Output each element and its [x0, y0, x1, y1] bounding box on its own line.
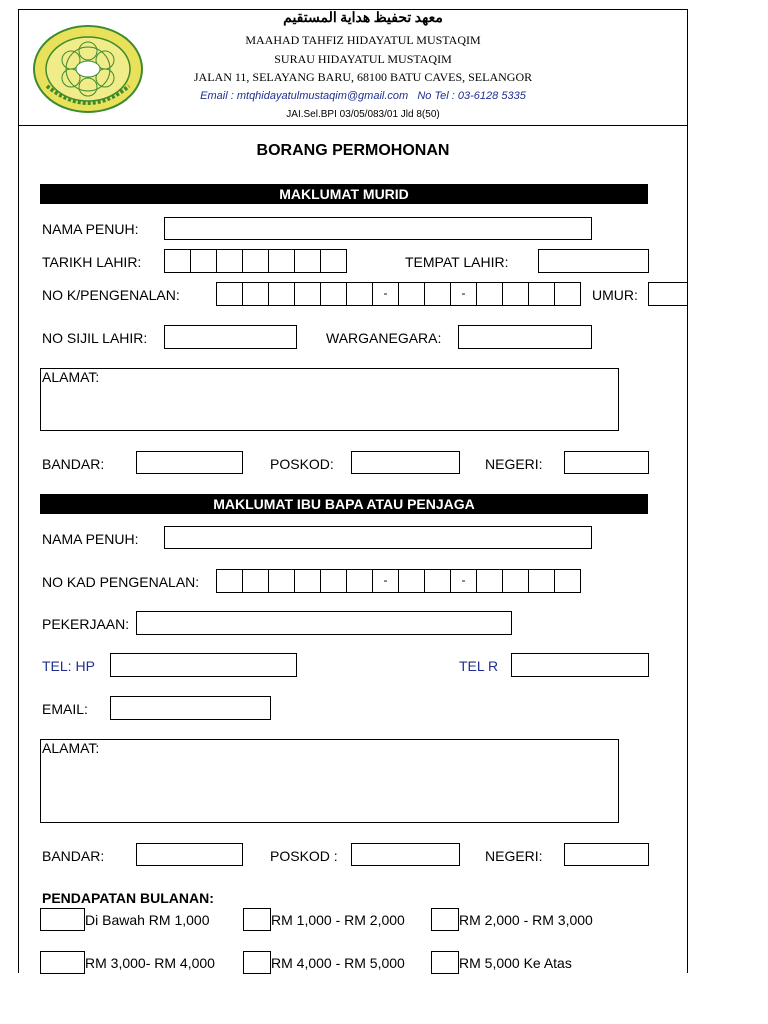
- income-option-label: RM 3,000- RM 4,000: [85, 955, 215, 971]
- ic-separator: -: [450, 282, 477, 306]
- ic-separator: -: [372, 282, 399, 306]
- ic-cell[interactable]: [476, 569, 503, 593]
- guardian-postcode-field[interactable]: [351, 843, 460, 866]
- ic-cell[interactable]: [502, 282, 529, 306]
- student-postcode-field[interactable]: [351, 451, 460, 474]
- dob-cell[interactable]: [320, 249, 347, 273]
- dob-cell[interactable]: [294, 249, 321, 273]
- ic-cell[interactable]: [294, 569, 321, 593]
- surau-name: SURAU HIDAYATUL MUSTAQIM: [274, 52, 452, 66]
- guardian-postcode-label: POSKOD :: [270, 848, 338, 864]
- student-ic-field[interactable]: [216, 282, 581, 306]
- ic-cell[interactable]: [320, 569, 347, 593]
- student-postcode-label: POSKOD:: [270, 456, 334, 472]
- ic-cell[interactable]: [320, 282, 347, 306]
- registration-number: JAI.Sel.BPI 03/05/083/01 Jld 8(50): [286, 109, 440, 120]
- guardian-full-name-field[interactable]: [164, 526, 592, 549]
- guardian-tel-hp-field[interactable]: [110, 653, 297, 677]
- ic-separator: -: [450, 569, 477, 593]
- ic-cell[interactable]: [398, 282, 425, 306]
- ic-cell[interactable]: [268, 569, 295, 593]
- guardian-state-field[interactable]: [564, 843, 649, 866]
- student-birthplace-field[interactable]: [538, 249, 649, 273]
- student-ic-label: NO K/PENGENALAN:: [42, 287, 180, 303]
- guardian-city-field[interactable]: [136, 843, 243, 866]
- school-logo: [33, 24, 143, 114]
- guardian-ic-field[interactable]: [216, 569, 581, 593]
- guardian-tel-r-label: TEL R: [459, 658, 499, 674]
- guardian-tel-r-field[interactable]: [511, 653, 649, 677]
- ic-cell[interactable]: [528, 282, 555, 306]
- student-birth-cert-field[interactable]: [164, 325, 297, 349]
- student-citizenship-field[interactable]: [458, 325, 592, 349]
- ic-cell[interactable]: [346, 569, 373, 593]
- guardian-address-label: ALAMAT:: [42, 740, 100, 756]
- ic-cell[interactable]: [346, 282, 373, 306]
- dob-cell[interactable]: [190, 249, 217, 273]
- ic-cell[interactable]: [424, 282, 451, 306]
- ic-cell[interactable]: [424, 569, 451, 593]
- income-option-label: RM 2,000 - RM 3,000: [459, 912, 593, 928]
- ic-cell[interactable]: [216, 282, 243, 306]
- ic-cell[interactable]: [554, 569, 581, 593]
- dob-cell[interactable]: [216, 249, 243, 273]
- school-contact: Email : mtqhidayatulmustaqim@gmail.com No Tel : 03-6128 5335: [200, 90, 526, 102]
- ic-separator: -: [372, 569, 399, 593]
- ic-cell[interactable]: [502, 569, 529, 593]
- student-age-label: UMUR:: [592, 287, 638, 303]
- student-birth-cert-label: NO SIJIL LAHIR:: [42, 330, 148, 346]
- guardian-email-label: EMAIL:: [42, 701, 88, 717]
- ic-cell[interactable]: [268, 282, 295, 306]
- income-checkbox-2000-3000[interactable]: [431, 908, 459, 931]
- student-address-field[interactable]: [40, 368, 619, 431]
- dob-cell[interactable]: [268, 249, 295, 273]
- arabic-school-name: معهد تحفيظ هداية المستقيم: [283, 11, 443, 26]
- ic-cell[interactable]: [242, 282, 269, 306]
- form-title: BORANG PERMOHONAN: [256, 142, 450, 159]
- student-city-label: BANDAR:: [42, 456, 105, 472]
- guardian-occupation-field[interactable]: [136, 611, 512, 635]
- guardian-city-label: BANDAR:: [42, 848, 105, 864]
- dob-cell[interactable]: [242, 249, 269, 273]
- income-option-label: RM 4,000 - RM 5,000: [271, 955, 405, 971]
- student-city-field[interactable]: [136, 451, 243, 474]
- ic-cell[interactable]: [216, 569, 243, 593]
- student-state-label: NEGERI:: [485, 456, 543, 472]
- student-state-field[interactable]: [564, 451, 649, 474]
- guardian-occupation-label: PEKERJAAN:: [42, 616, 130, 632]
- ic-cell[interactable]: [476, 282, 503, 306]
- dob-cell[interactable]: [164, 249, 191, 273]
- ic-cell[interactable]: [294, 282, 321, 306]
- ic-cell[interactable]: [398, 569, 425, 593]
- ic-cell[interactable]: [554, 282, 581, 306]
- section-header-guardian: MAKLUMAT IBU BAPA ATAU PENJAGA: [40, 494, 648, 514]
- student-age-field[interactable]: [648, 282, 688, 306]
- student-birthplace-label: TEMPAT LAHIR:: [405, 254, 509, 270]
- ic-cell[interactable]: [528, 569, 555, 593]
- income-checkbox-above-5000[interactable]: [431, 951, 459, 974]
- student-address-label: ALAMAT:: [42, 369, 100, 385]
- student-dob-label: TARIKH LAHIR:: [42, 254, 142, 270]
- guardian-email-field[interactable]: [110, 696, 271, 720]
- guardian-tel-hp-label: TEL: HP: [42, 658, 95, 674]
- income-option-label: Di Bawah RM 1,000: [85, 912, 210, 928]
- ic-cell[interactable]: [242, 569, 269, 593]
- student-full-name-label: NAMA PENUH:: [42, 221, 139, 237]
- guardian-state-label: NEGERI:: [485, 848, 543, 864]
- income-checkbox-1000-2000[interactable]: [243, 908, 271, 931]
- student-citizenship-label: WARGANEGARA:: [326, 330, 442, 346]
- guardian-ic-label: NO KAD PENGENALAN:: [42, 574, 200, 590]
- section-header-student: MAKLUMAT MURID: [40, 184, 648, 204]
- income-checkbox-below-1000[interactable]: [40, 908, 85, 931]
- income-checkbox-3000-4000[interactable]: [40, 951, 85, 974]
- income-option-label: RM 5,000 Ke Atas: [459, 955, 572, 971]
- income-option-label: RM 1,000 - RM 2,000: [271, 912, 405, 928]
- income-checkbox-4000-5000[interactable]: [243, 951, 271, 974]
- header-divider: [18, 125, 688, 126]
- guardian-address-field[interactable]: [40, 739, 619, 823]
- student-dob-field[interactable]: [164, 249, 347, 273]
- income-title: PENDAPATAN BULANAN:: [42, 890, 214, 906]
- school-address: JALAN 11, SELAYANG BARU, 68100 BATU CAVES, SELANGOR: [193, 70, 533, 84]
- guardian-full-name-label: NAMA PENUH:: [42, 531, 139, 547]
- student-full-name-field[interactable]: [164, 217, 592, 240]
- school-name: MAAHAD TAHFIZ HIDAYATUL MUSTAQIM: [245, 33, 481, 47]
